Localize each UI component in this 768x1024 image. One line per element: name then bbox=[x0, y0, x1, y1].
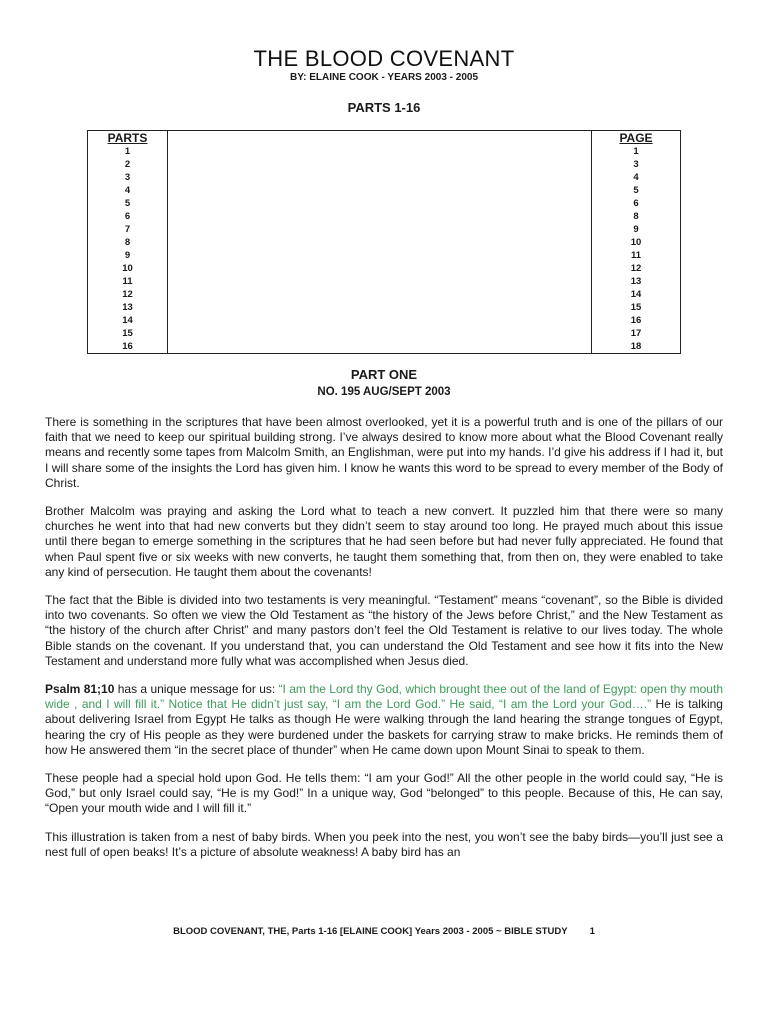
toc-row bbox=[88, 340, 681, 354]
toc-page-number: 1 bbox=[592, 145, 681, 158]
toc-part-number: 1 bbox=[88, 145, 168, 158]
toc-row bbox=[88, 223, 681, 236]
toc-page-number: 8 bbox=[592, 210, 681, 223]
issue-line: NO. 195 AUG/SEPT 2003 bbox=[317, 386, 451, 398]
paragraph-text: has a unique message for us: bbox=[114, 682, 279, 697]
toc-spacer-cell bbox=[168, 249, 592, 262]
toc-spacer-cell bbox=[168, 145, 592, 158]
toc-row bbox=[88, 314, 681, 327]
toc-spacer-cell bbox=[168, 223, 592, 236]
toc-row bbox=[88, 158, 681, 171]
section-heading: PART ONE bbox=[350, 367, 418, 382]
toc-row bbox=[88, 210, 681, 223]
toc-page-number: 6 bbox=[592, 197, 681, 210]
toc-spacer-cell bbox=[168, 184, 592, 197]
page-number: 1 bbox=[589, 926, 595, 937]
toc-page-number: 9 bbox=[592, 223, 681, 236]
paragraph: This illustration is taken from a nest of baby birds. When you peek into the nest, you won’t see the baby birds—you’ll just see a nest full of open beaks! It’s a picture of absolute weakness! A baby bird has an bbox=[45, 829, 723, 859]
toc-page-number: 15 bbox=[592, 301, 681, 314]
toc-spacer-cell bbox=[168, 158, 592, 171]
scripture-reference: Psalm 81;10 bbox=[45, 682, 115, 697]
toc-part-number: 15 bbox=[88, 327, 168, 340]
toc-spacer-cell bbox=[168, 236, 592, 249]
parts-heading: PARTS 1-16 bbox=[347, 100, 421, 115]
toc-part-number: 9 bbox=[88, 249, 168, 262]
toc-page-number: 14 bbox=[592, 288, 681, 301]
toc-spacer-cell bbox=[168, 301, 592, 314]
toc-part-number: 8 bbox=[88, 236, 168, 249]
toc-spacer-cell bbox=[168, 275, 592, 288]
toc-row bbox=[88, 301, 681, 314]
toc-spacer-cell bbox=[168, 288, 592, 301]
toc-spacer-cell bbox=[168, 314, 592, 327]
toc-row bbox=[88, 184, 681, 197]
toc-part-number: 13 bbox=[88, 301, 168, 314]
toc-part-number: 2 bbox=[88, 158, 168, 171]
table-of-contents bbox=[87, 130, 681, 354]
toc-row bbox=[88, 145, 681, 158]
page-footer bbox=[0, 926, 768, 937]
toc-page-number: 11 bbox=[592, 249, 681, 262]
footer-text: BLOOD COVENANT, THE, Parts 1-16 [ELAINE COOK] Years 2003 - 2005 ~ BIBLE STUDY bbox=[173, 926, 568, 937]
toc-row bbox=[88, 197, 681, 210]
toc-part-number: 11 bbox=[88, 275, 168, 288]
toc-row bbox=[88, 171, 681, 184]
toc-header-row bbox=[88, 131, 681, 146]
paragraph: Brother Malcolm was praying and asking the Lord what to teach a new convert. It puzzled him that there were so many churches he went into that had new converts but they didn’t seem to stay around too long. He prayed much about this issue until there began to emerge something in the scriptures that he had seen before but had never fully appreciated. He found that when Paul spent five or six weeks with new converts, he taught them something that, from then on, they were enabled to take any kind of persecution. He taught them about the covenants! bbox=[45, 504, 723, 579]
toc-body bbox=[88, 145, 681, 354]
toc-part-number: 10 bbox=[88, 262, 168, 275]
toc-page-number: 16 bbox=[592, 314, 681, 327]
toc-page-number: 12 bbox=[592, 262, 681, 275]
toc-spacer-cell bbox=[168, 210, 592, 223]
article-body bbox=[45, 415, 723, 873]
author-byline: BY: ELAINE COOK - YEARS 2003 - 2005 bbox=[289, 72, 479, 83]
toc-spacer-header bbox=[168, 131, 592, 146]
toc-page-header: PAGE bbox=[592, 131, 681, 146]
toc-page-number: 5 bbox=[592, 184, 681, 197]
toc-row bbox=[88, 275, 681, 288]
toc-page-number: 10 bbox=[592, 236, 681, 249]
toc-page-number: 3 bbox=[592, 158, 681, 171]
paragraph-text: He is talking about delivering Israel from Egypt He talks as though He were walking through the land hearing the strange tongues of Egypt, hearing the cry of His people as they were burdened under the baskets for carrying straw to make bricks. He reminds them of how He answered them “in the secret place of thunder” when He came down upon Mount Sinai to speak to them. bbox=[45, 697, 723, 757]
toc-part-number: 14 bbox=[88, 314, 168, 327]
paragraph: The fact that the Bible is divided into two testaments is very meaningful. “Testament” means “covenant”, so the Bible is divided into two covenants. So often we view the Old Testament as “the history of the Jews before Christ,” and the New Testament as “the history of the church after Christ” and many pastors don’t feel the Old Testament is relative to our lives today. The whole Bible stands on the covenant. If you understand that, you can understand the Old Testament and see how it fits into the New Testament and understand more fully what was accomplished when Jesus died. bbox=[45, 593, 723, 668]
scripture-quote: “I am the Lord thy God, which brought thee out of the land of Egypt: open thy mouth wide , and I will fill it.” Notice that He didn’t just say, “I am the Lord God.” He said, “I am the Lord your God….” bbox=[45, 682, 723, 712]
toc-page-number: 17 bbox=[592, 327, 681, 340]
document-title: THE BLOOD COVENANT bbox=[253, 46, 515, 71]
toc-part-number: 6 bbox=[88, 210, 168, 223]
toc-parts-header: PARTS bbox=[88, 131, 168, 146]
toc-row bbox=[88, 236, 681, 249]
toc-row bbox=[88, 288, 681, 301]
paragraph: There is something in the scriptures that have been almost overlooked, yet it is a powerful truth and is one of the pillars of our faith that we need to keep our spiritual building strong. I’ve always desired to know more about what the Blood Covenant really means and recently some tapes from Malcolm Smith, an Englishman, were put into my hands. I’d give his address if I had it, but I will share some of the insights the Lord has given him. I know he wants this word to be spread to every member of the Body of Christ. bbox=[45, 415, 723, 490]
paragraph: These people had a special hold upon God. He tells them: “I am your God!” All the other people in the world could say, “He is God,” but only Israel could say, “He is my God!” In a unique way, God “belonged” to this people. Because of this, He can say, “Open your mouth wide and I will fill it.” bbox=[45, 771, 723, 816]
toc-page-number: 18 bbox=[592, 340, 681, 354]
toc-part-number: 5 bbox=[88, 197, 168, 210]
toc-spacer-cell bbox=[168, 171, 592, 184]
toc-page-number: 4 bbox=[592, 171, 681, 184]
toc-spacer-cell bbox=[168, 340, 592, 354]
toc-page-number: 13 bbox=[592, 275, 681, 288]
toc-spacer-cell bbox=[168, 197, 592, 210]
toc-spacer-cell bbox=[168, 327, 592, 340]
toc-row bbox=[88, 327, 681, 340]
paragraph-psalm bbox=[45, 682, 723, 758]
toc-part-number: 3 bbox=[88, 171, 168, 184]
toc-part-number: 7 bbox=[88, 223, 168, 236]
toc-part-number: 16 bbox=[88, 340, 168, 354]
toc-row bbox=[88, 249, 681, 262]
toc-part-number: 12 bbox=[88, 288, 168, 301]
toc-row bbox=[88, 262, 681, 275]
toc-spacer-cell bbox=[168, 262, 592, 275]
toc-part-number: 4 bbox=[88, 184, 168, 197]
